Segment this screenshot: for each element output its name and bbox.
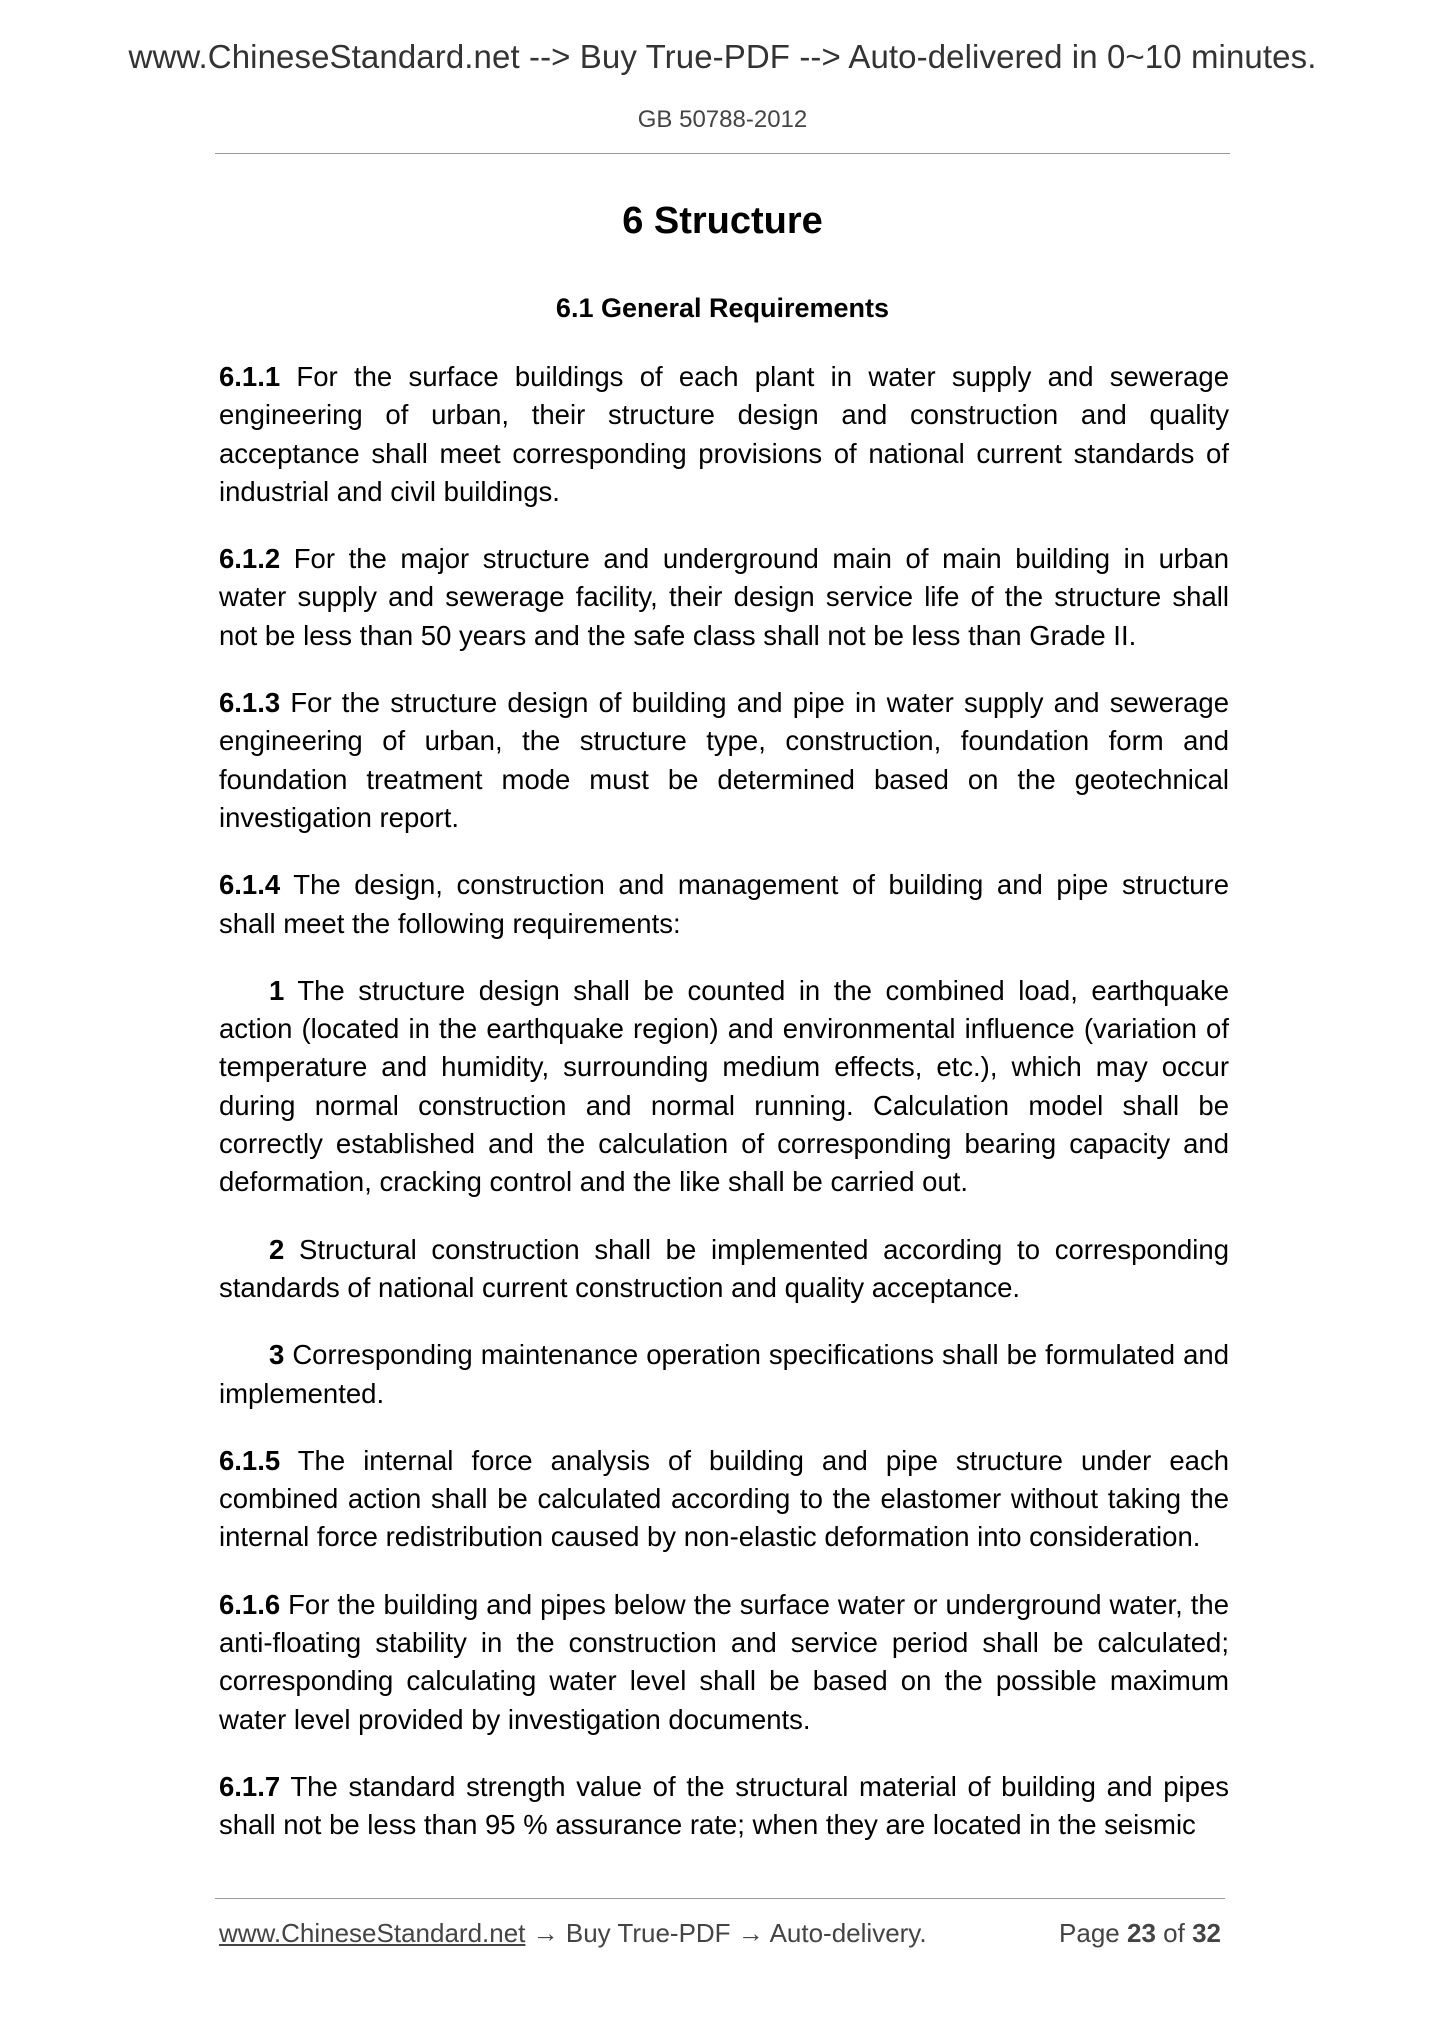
item-number: 3 [269, 1339, 285, 1371]
clause-text: For the major structure and underground main of main building in urban water supply and sewerage facility, their design service life of the structure shall not be less than 50 years and the safe class shall not be less than Grade II. [219, 543, 1229, 651]
clause-number: 6.1.5 [219, 1444, 281, 1476]
clause-text: The design, construction and management of building and pipe structure shall meet the following requirements: [219, 869, 1229, 939]
page-label: Page [1059, 1918, 1120, 1948]
clause-number: 6.1.3 [219, 687, 281, 719]
clause-6-1-1 [219, 358, 1229, 511]
clause-text: The standard strength value of the structural material of building and pipes shall not be less than 95 % assurance rate; when they are located in the seismic [219, 1770, 1229, 1841]
clause-6-1-4 [219, 866, 1229, 943]
clause-text: For the building and pipes below the surface water or underground water, the anti-floating stability in the construction and service period shall be calculated; corresponding calculating water level shall be based on the possible maximum water level provided by investigation documents. [219, 1588, 1229, 1735]
clause-text: For the surface buildings of each plant in water supply and sewerage engineering of urban, their structure design and construction and quality acceptance shall meet corresponding provisions of national current standards of industrial and civil buildings. [219, 361, 1229, 507]
top-banner: www.ChineseStandard.net --> Buy True-PDF --> Auto-delivered in 0~10 minutes. [128, 38, 1317, 75]
clause-6-1-6 [219, 1586, 1229, 1739]
total-page-number: 32 [1192, 1918, 1221, 1948]
clause-number: 6.1.1 [219, 361, 281, 392]
site-link[interactable]: www.ChineseStandard.net [219, 1918, 526, 1948]
chapter-title: 6 Structure [622, 200, 823, 242]
section-title: 6.1 General Requirements [555, 293, 890, 323]
item-number: 2 [269, 1233, 285, 1265]
item-text: The structure design shall be counted in the combined load, earthquake action (located in the earthquake region) and environmental influence (variation of temperature and humidity, surrounding medium effects, etc.), which may occur during normal construction and normal running. Calculation model shall be correctly established and the calculation of corresponding bearing capacity and deformation, cracking control and the like shall be carried out. [219, 974, 1229, 1198]
clause-6-1-3 [219, 684, 1229, 837]
clause-number: 6.1.6 [219, 1588, 281, 1620]
item-text: Structural construction shall be implemented according to corresponding standards of national current construction and quality acceptance. [219, 1233, 1229, 1303]
clause-text: For the structure design of building and pipe in water supply and sewerage engineering of urban, the structure type, construction, foundation form and foundation treatment mode must be determined based on the geotechnical investigation report. [219, 687, 1229, 833]
document-body [219, 358, 1229, 1874]
standard-code: GB 50788-2012 [637, 106, 808, 133]
delivery-text: → Buy True-PDF → Auto-delivery. [525, 1918, 927, 1948]
clause-text: The internal force analysis of building and pipe structure under each combined action shall be calculated according to the elastomer without taking the internal force redistribution caused by non-elastic deformation into consideration. [219, 1444, 1229, 1553]
list-item-2 [219, 1231, 1229, 1308]
footer-divider [215, 1898, 1225, 1899]
list-item-3 [219, 1336, 1229, 1413]
page-of-label: of [1163, 1918, 1185, 1948]
footer-left [219, 1918, 927, 1949]
page-indicator [1059, 1918, 1221, 1949]
header-divider [215, 153, 1230, 154]
current-page-number: 23 [1127, 1918, 1156, 1948]
clause-6-1-2 [219, 540, 1229, 655]
clause-number: 6.1.2 [219, 543, 281, 575]
clause-number: 6.1.4 [219, 869, 281, 901]
clause-6-1-5 [219, 1442, 1229, 1557]
clause-number: 6.1.7 [219, 1770, 281, 1802]
clause-6-1-7 [219, 1768, 1229, 1845]
list-item-1 [219, 972, 1229, 1202]
item-number: 1 [269, 974, 285, 1006]
item-text: Corresponding maintenance operation specifications shall be formulated and implemented. [219, 1339, 1229, 1409]
